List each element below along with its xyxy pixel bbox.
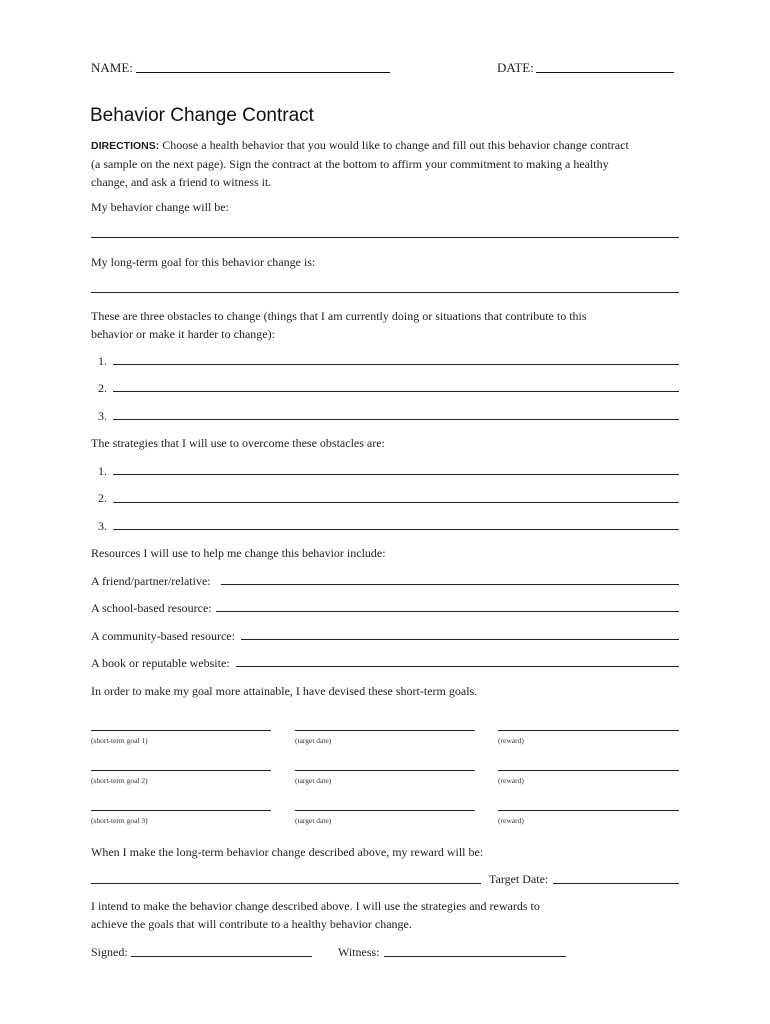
resource-friend-label: A friend/partner/relative: (91, 574, 211, 588)
obstacle-field-3[interactable] (113, 419, 679, 420)
date-label: DATE: (497, 60, 534, 75)
witness-field[interactable] (384, 956, 566, 957)
witness-label: Witness: (338, 945, 380, 959)
name-label: NAME: (91, 60, 133, 75)
strategy-number-1: 1. (98, 464, 107, 478)
directions-text: Choose a health behavior that you would like to change and fill out this behavior change contract (a sample on the next page). Sign the contract at the bottom to affirm your commitment to making a healthy change, and ask a friend to witness it. (91, 138, 629, 189)
strategy-field-2[interactable] (113, 502, 679, 503)
long-term-reward-field[interactable] (91, 883, 481, 884)
obstacle-number-2: 2. (98, 381, 107, 395)
reward-field-3[interactable] (498, 810, 679, 811)
resource-community-label: A community-based resource: (91, 629, 235, 643)
strategy-field-1[interactable] (113, 474, 679, 475)
short-term-goal-field-2[interactable] (91, 770, 271, 771)
resource-community-field[interactable] (241, 639, 679, 640)
obstacle-number-1: 1. (98, 354, 107, 368)
strategy-field-3[interactable] (113, 529, 679, 530)
strategy-number-2: 2. (98, 491, 107, 505)
behavior-prompt: My behavior change will be: (91, 200, 229, 214)
signed-label: Signed: (91, 945, 128, 959)
target-date-field-2[interactable] (295, 770, 475, 771)
long-term-prompt: My long-term goal for this behavior change is: (91, 255, 316, 269)
short-term-goal-label-2: (short-term goal 2) (91, 776, 148, 785)
reward-field-1[interactable] (498, 730, 679, 731)
target-date-field-1[interactable] (295, 730, 475, 731)
reward-label-1: (reward) (498, 736, 524, 745)
resource-school-field[interactable] (216, 611, 679, 612)
resource-friend-field[interactable] (221, 584, 679, 585)
obstacle-field-1[interactable] (113, 364, 679, 365)
long-term-field[interactable] (91, 292, 679, 293)
directions (91, 136, 631, 191)
reward-label-3: (reward) (498, 816, 524, 825)
strategy-number-3: 3. (98, 519, 107, 533)
intent-statement: I intend to make the behavior change described above. I will use the strategies and rewards to achieve the goals that will contribute to a healthy behavior change. (91, 899, 540, 931)
target-date-field[interactable] (553, 883, 679, 884)
target-date-label: Target Date: (489, 872, 549, 886)
resource-school-label: A school-based resource: (91, 601, 212, 615)
obstacle-number-3: 3. (98, 409, 107, 423)
short-term-goal-label-1: (short-term goal 1) (91, 736, 148, 745)
short-term-goal-label-3: (short-term goal 3) (91, 816, 148, 825)
short-term-goal-field-3[interactable] (91, 810, 271, 811)
page-title: Behavior Change Contract (90, 105, 314, 126)
resource-book-label: A book or reputable website: (91, 656, 230, 670)
obstacle-field-2[interactable] (113, 391, 679, 392)
resource-book-field[interactable] (236, 666, 679, 667)
obstacles-prompt: These are three obstacles to change (things that I am currently doing or situations that contribute to this behavior or make it harder to change): (91, 309, 587, 341)
reward-field-2[interactable] (498, 770, 679, 771)
date-field[interactable] (536, 72, 674, 73)
target-date-label-2: (target date) (295, 776, 332, 785)
short-term-prompt: In order to make my goal more attainable, I have devised these short-term goals. (91, 684, 478, 698)
name-field[interactable] (136, 72, 390, 73)
short-term-goal-field-1[interactable] (91, 730, 271, 731)
target-date-label-1: (target date) (295, 736, 332, 745)
strategies-prompt: The strategies that I will use to overcome these obstacles are: (91, 436, 385, 450)
behavior-field[interactable] (91, 237, 679, 238)
reward-prompt: When I make the long-term behavior change described above, my reward will be: (91, 845, 484, 859)
resources-prompt: Resources I will use to help me change this behavior include: (91, 546, 386, 560)
directions-label: DIRECTIONS: (91, 140, 160, 152)
target-date-field-3[interactable] (295, 810, 475, 811)
signed-field[interactable] (131, 956, 312, 957)
target-date-label-3: (target date) (295, 816, 332, 825)
reward-label-2: (reward) (498, 776, 524, 785)
